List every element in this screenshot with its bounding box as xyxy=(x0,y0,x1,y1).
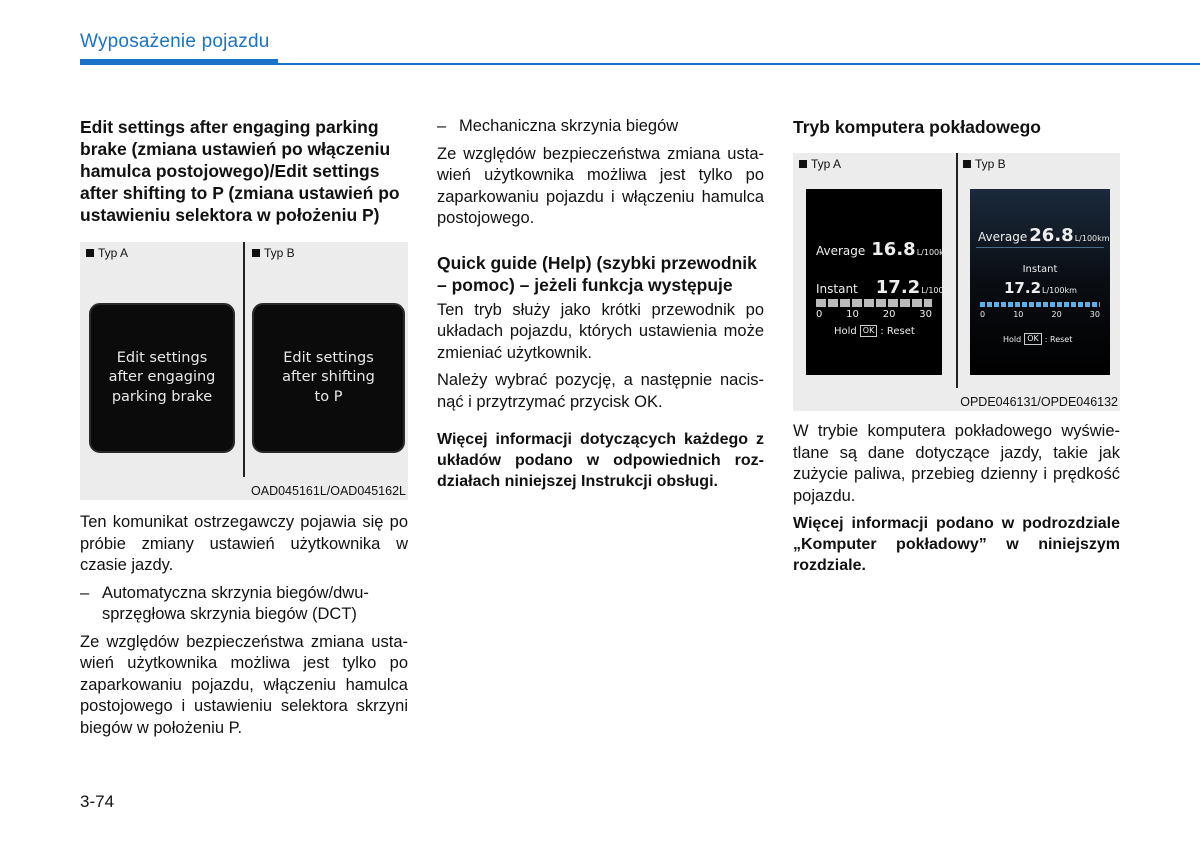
unit-label: L/100km xyxy=(1074,234,1110,243)
hold-label: Hold xyxy=(1003,334,1022,344)
tick-label: 20 xyxy=(882,309,896,320)
square-bullet-icon xyxy=(252,249,260,257)
screen-a-line-1: Edit settings xyxy=(116,349,208,366)
screen-a-line-2: after engaging xyxy=(108,369,216,386)
hold-label: Hold xyxy=(834,325,857,337)
ok-button-icon: OK xyxy=(860,325,878,337)
section-heading: Edit settings after engaging parking brake (zmiana ustawień po włączeniu hamulca postojowego)/Edit settings after shifting to P (zmiana ustawień po ustawieniu selektora w położeniu P) xyxy=(80,117,400,225)
page-number: 3-74 xyxy=(80,792,115,811)
unit-label: L/100km xyxy=(921,286,957,295)
figure-caption: OPDE046131/OPDE046132 xyxy=(960,395,1118,409)
reset-label: : Reset xyxy=(1044,334,1073,344)
instant-value: 17.2 xyxy=(1004,279,1042,297)
gauge-ticks xyxy=(816,309,932,320)
hold-reset-hint xyxy=(834,325,915,337)
list-item-text: Automatyczna skrzynia biegów/dwusprzęgłowa skrzynia biegów (DCT) xyxy=(102,583,369,623)
tick-label: 0 xyxy=(816,309,823,320)
cluster-display-a xyxy=(806,189,957,375)
paragraph: Ze względów bezpieczeństwa zmiana ustawień użytkownika możliwa jest tylko po zaparkowaniu pojazdu, włączeniu hamulca postojowego i ustawieniu selektora skrzyni biegów w położeniu P. xyxy=(80,632,408,737)
tick-label: 10 xyxy=(846,309,859,320)
list-item xyxy=(80,583,408,626)
info-note: Więcej informacji podano w podrozdziale „Komputer pokładowy” w niniejszym rozdziale. xyxy=(793,515,1120,574)
paragraph: Ten komunikat ostrzegawczy pojawia się po próbie zmiany ustawień użytkownika w czasie jazdy. xyxy=(80,513,408,574)
square-bullet-icon xyxy=(963,160,971,168)
warning-message-figure xyxy=(80,242,408,500)
type-b-label: Typ B xyxy=(264,246,295,260)
list-item-text: Mechaniczna skrzynia biegów xyxy=(459,117,679,135)
type-b-label: Typ B xyxy=(975,157,1006,171)
square-bullet-icon xyxy=(86,249,94,257)
gauge-ticks xyxy=(980,310,1100,319)
column-3 xyxy=(793,116,1120,576)
paragraph: W trybie komputera pokładowego wyświetlane są dane dotyczące jazdy, takie jak zużycie paliwa, przebieg dzienny i prędkość pojazdu. xyxy=(793,422,1120,505)
section-heading: Tryb komputera pokładowego xyxy=(793,117,1041,137)
tick-label: 0 xyxy=(980,310,986,319)
section-heading: Quick guide (Help) (szybki przewodnik – pomoc) – jeżeli funkcja występuje xyxy=(437,252,757,295)
column-2 xyxy=(437,116,764,492)
figure-divider xyxy=(243,242,245,477)
paragraph: Ten tryb służy jako krótki przewodnik po układach pojazdu, których ustawienia może zmieniać użytkownik. xyxy=(437,300,764,362)
unit-label: L/100km xyxy=(916,248,952,257)
screen-a-line-3: parking brake xyxy=(111,388,213,405)
average-value: 16.8 xyxy=(871,239,916,260)
figure-divider xyxy=(956,153,958,388)
paragraph: Należy wybrać pozycję, a następnie nacisnąć i przytrzymać przycisk OK. xyxy=(437,371,764,411)
warning-screen-b xyxy=(252,303,405,453)
type-a-label: Typ A xyxy=(98,246,129,260)
reset-label: : Reset xyxy=(880,325,915,337)
tick-label: 30 xyxy=(919,309,932,320)
instant-label: Instant xyxy=(816,282,858,296)
fuel-gauge-bar xyxy=(816,299,932,307)
trip-computer-figure xyxy=(793,153,1120,411)
screen-b-line-1: Edit settings xyxy=(283,349,374,366)
dash-marker: – xyxy=(437,117,447,135)
figure-label-b xyxy=(252,246,295,260)
figure-label-a xyxy=(799,157,841,171)
instant-label: Instant xyxy=(1022,264,1058,275)
average-label: Average xyxy=(816,244,866,258)
column-1 xyxy=(80,116,408,739)
figure-label-b xyxy=(963,157,1006,171)
square-bullet-icon xyxy=(799,160,807,168)
tick-label: 20 xyxy=(1051,310,1062,319)
hold-reset-hint xyxy=(1003,333,1072,345)
tick-label: 10 xyxy=(1013,310,1024,319)
unit-label: L/100km xyxy=(1042,286,1077,295)
screen-b-line-2: after shifting xyxy=(282,369,375,386)
warning-screen-a xyxy=(89,303,235,453)
figure-label-a xyxy=(86,246,128,260)
section-title: Wyposażenie pojazdu xyxy=(80,31,270,52)
average-value: 26.8 xyxy=(1029,225,1074,246)
figure-caption: OAD045161L/OAD045162L xyxy=(251,484,406,498)
screen-b-line-3: to P xyxy=(314,388,343,405)
cluster-display-b xyxy=(970,189,1110,375)
paragraph: Ze względów bezpieczeństwa zmiana ustawień użytkownika możliwa jest tylko po zaparkowaniu pojazdu i włączeniu hamulca postojowego. xyxy=(437,144,764,227)
cluster-divider xyxy=(976,247,1104,248)
tick-label: 30 xyxy=(1089,310,1100,319)
dash-marker: – xyxy=(80,583,90,602)
average-label: Average xyxy=(978,230,1028,244)
type-a-label: Typ A xyxy=(811,157,842,171)
fuel-gauge-bar xyxy=(980,302,1100,307)
info-note: Więcej informacji dotyczących każdego z układów podano w odpowiednich rozdziałach niniejszej Instrukcji obsługi. xyxy=(437,431,764,490)
list-item xyxy=(437,116,764,138)
header-rule-accent xyxy=(80,59,278,65)
ok-button-icon: OK xyxy=(1024,333,1042,345)
instant-value: 17.2 xyxy=(875,277,921,298)
